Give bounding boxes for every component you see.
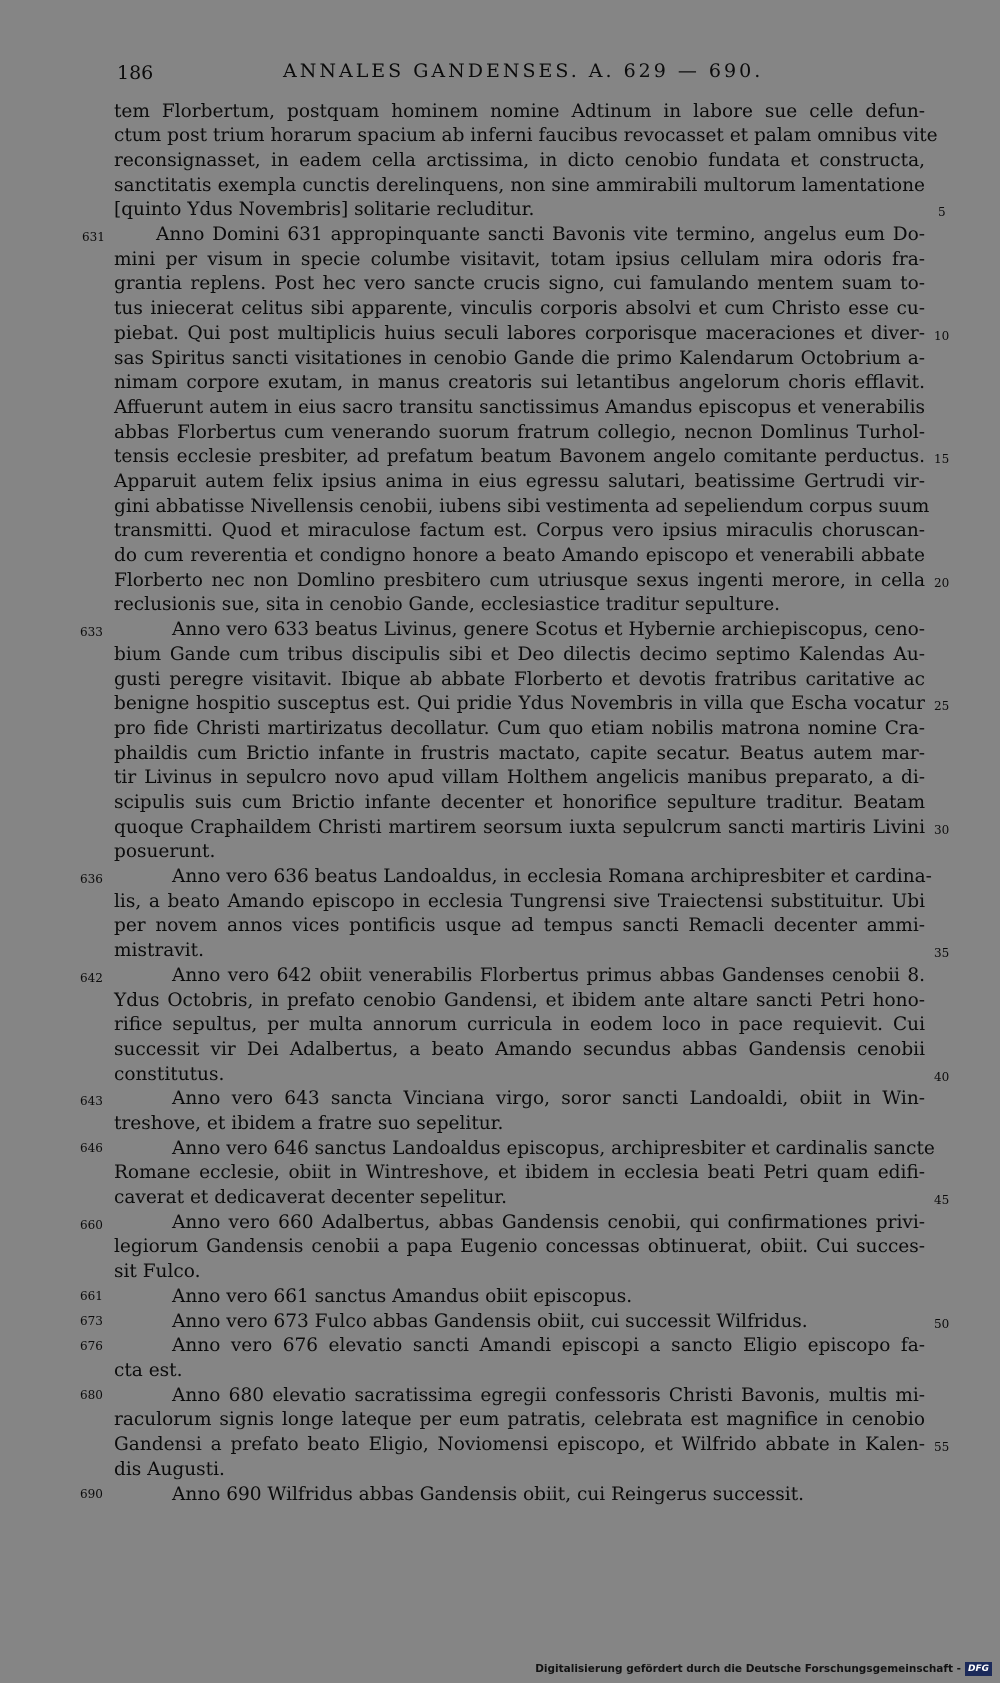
text-line: tir Livinus in sepulcro novo apud villam Holthem angelicis manibus preparato, a di-	[114, 767, 925, 788]
text-line: Anno vero 633 beatus Livinus, genere Scotus et Hybernie archiepiscopus, ceno-	[172, 619, 925, 640]
running-title: ANNALES GANDENSES. A. 629 — 690.	[283, 60, 764, 82]
text-line: successit vir Dei Adalbertus, a beato Amando secundus abbas Gandensis cenobii	[114, 1039, 925, 1060]
text-line: Anno vero 646 sanctus Landoaldus episcopus, archipresbiter et cardinalis sancte	[172, 1138, 935, 1159]
text-line: do cum reverentia et condigno honore a beato Amando episcopo et venerabili abbate	[114, 545, 925, 566]
text-line: constitutus.	[114, 1064, 225, 1085]
text-line: treshove, et ibidem a fratre suo sepelitur.	[114, 1113, 504, 1134]
line-number: 25	[934, 699, 950, 713]
dfg-logo-icon: DFG	[965, 1662, 992, 1676]
margin-year: 643	[80, 1094, 103, 1108]
text-line: mini per visum in specie columbe visitavit, totam ipsius cellulam mira odoris fra-	[114, 249, 925, 270]
text-line: Florberto nec non Domlino presbitero cum utriusque sexus ingenti merore, in cella	[114, 570, 925, 591]
text-line: bium Gande cum tribus discipulis sibi et Deo dilectis decimo septimo Kalendas Au-	[114, 644, 925, 665]
text-line: phaildis cum Brictio infante in frustris mactato, capite secatur. Beatus autem mar-	[114, 743, 925, 764]
text-line: Anno 690 Wilfridus abbas Gandensis obiit, cui Reingerus successit.	[172, 1484, 805, 1505]
line-number: 45	[934, 1193, 950, 1207]
text-line: [quinto Ydus Novembris] solitarie recluditur.	[114, 199, 535, 220]
text-line: Anno vero 676 elevatio sancti Amandi episcopi a sancto Eligio episcopo fa-	[172, 1335, 925, 1356]
text-line: Anno vero 636 beatus Landoaldus, in ecclesia Romana archipresbiter et cardina-	[172, 866, 932, 887]
text-line: transmitti. Quod et miraculose factum est. Corpus vero ipsius miraculis choruscan-	[114, 520, 925, 541]
text-line: legiorum Gandensis cenobii a papa Eugenio concessas obtinuerat, obiit. Cui succes-	[114, 1236, 925, 1257]
text-line: abbas Florbertus cum venerando suorum fratrum collegio, necnon Domlinus Turhol-	[114, 422, 925, 443]
text-line: scipulis suis cum Brictio infante decenter et honorifice sepulture traditur. Beatam	[114, 792, 925, 813]
text-line: pro fide Christi martirizatus decollatur. Cum quo etiam nobilis matrona nomine Cra-	[114, 718, 925, 739]
text-line: Anno Domini 631 appropinquante sancti Bavonis vite termino, angelus eum Do-	[156, 224, 925, 245]
text-line: quoque Craphaildem Christi martirem seorsum iuxta sepulcrum sancti martiris Livini	[114, 817, 925, 838]
text-line: grantia replens. Post hec vero sancte crucis signo, cui famulando mentem suam to-	[114, 273, 925, 294]
page-number: 186	[117, 62, 154, 84]
text-line: Anno vero 661 sanctus Amandus obiit episcopus.	[172, 1286, 633, 1307]
text-line: Anno vero 660 Adalbertus, abbas Gandensis cenobii, qui confirmationes privi-	[172, 1212, 925, 1233]
line-number: 10	[934, 329, 950, 343]
text-line: raculorum signis longe lateque per eum patratis, celebrata est magnifice in cenobio	[114, 1409, 925, 1430]
text-line: Apparuit autem felix ipsius anima in eius egressu salutari, beatissime Gertrudi vir-	[114, 471, 925, 492]
text-line: rifice sepultus, per multa annorum curricula in eodem loco in pace requievit. Cui	[114, 1014, 925, 1035]
text-line: gini abbatisse Nivellensis cenobii, iubens sibi vestimenta ad sepeliendum corpus suum	[114, 496, 930, 517]
text-line: Anno vero 643 sancta Vinciana virgo, soror sancti Landoaldi, obiit in Win-	[172, 1088, 925, 1109]
text-line: Romane ecclesie, obiit in Wintreshove, et ibidem in ecclesia beati Petri quam edifi-	[114, 1162, 925, 1183]
text-line: Anno 680 elevatio sacratissima egregii confessoris Christi Bavonis, multis mi-	[172, 1385, 925, 1406]
text-line: Anno vero 673 Fulco abbas Gandensis obiit, cui successit Wilfridus.	[172, 1311, 808, 1332]
text-line: tem Florbertum, postquam hominem nomine Adtinum in labore sue celle defun-	[114, 101, 925, 122]
text-line: mistravit.	[114, 940, 204, 961]
text-line: per novem annos vices pontificis usque ad tempus sancti Remacli decenter ammi-	[114, 915, 925, 936]
text-line: reclusionis sue, sita in cenobio Gande, ecclesiastice traditur sepulture.	[114, 594, 781, 615]
text-line: caverat et dedicaverat decenter sepelitur.	[114, 1187, 507, 1208]
line-number: 50	[934, 1317, 950, 1331]
line-number: 35	[934, 946, 950, 960]
digitization-credit	[535, 1661, 992, 1677]
text-line: cta est.	[114, 1360, 183, 1381]
line-number: 20	[934, 576, 950, 590]
text-line: sanctitatis exempla cunctis derelinquens, non sine ammirabili multorum lamentatione	[114, 175, 925, 196]
margin-year: 673	[80, 1314, 103, 1328]
margin-year: 642	[80, 971, 103, 985]
text-line: ctum post trium horarum spacium ab inferni faucibus revocasset et palam omnibus vite	[114, 125, 938, 146]
text-line: reconsignasset, in eadem cella arctissima, in dicto cenobio fundata et constructa,	[114, 150, 925, 171]
credit-text: Digitalisierung gefördert durch die Deutsche Forschungsgemeinschaft -	[535, 1663, 961, 1675]
line-number: 5	[938, 205, 946, 219]
text-line: piebat. Qui post multiplicis huius seculi labores corporisque maceraciones et diver-	[114, 323, 925, 344]
text-line: benigne hospitio susceptus est. Qui pridie Ydus Novembris in villa que Escha vocatur	[114, 693, 925, 714]
line-number: 55	[934, 1440, 950, 1454]
text-line: posuerunt.	[114, 841, 216, 862]
margin-year: 680	[80, 1388, 103, 1402]
text-line: gusti peregre visitavit. Ibique ab abbate Florberto et devotis fratribus caritative ac	[114, 669, 925, 690]
line-number: 30	[934, 823, 950, 837]
text-line: sas Spiritus sancti visitationes in cenobio Gande die primo Kalendarum Octobrium a-	[114, 348, 925, 369]
margin-year: 631	[82, 230, 105, 244]
text-line: sit Fulco.	[114, 1261, 201, 1282]
text-line: Gandensi a prefato beato Eligio, Noviomensi episcopo, et Wilfrido abbate in Kalen-	[114, 1434, 925, 1455]
text-line: Ydus Octobris, in prefato cenobio Gandensi, et ibidem ante altare sancti Petri hono-	[114, 990, 925, 1011]
text-line: tensis ecclesie presbiter, ad prefatum beatum Bavonem angelo comitante perductus.	[114, 446, 925, 467]
margin-year: 646	[80, 1141, 103, 1155]
text-line: Affuerunt autem in eius sacro transitu sanctissimus Amandus episcopus et venerabilis	[114, 397, 925, 418]
margin-year: 690	[80, 1487, 103, 1501]
margin-year: 636	[80, 872, 103, 886]
margin-year: 633	[80, 625, 103, 639]
margin-year: 661	[80, 1289, 103, 1303]
line-number: 40	[934, 1070, 950, 1084]
margin-year: 676	[80, 1339, 103, 1353]
text-line: Anno vero 642 obiit venerabilis Florbertus primus abbas Gandenses cenobii 8.	[172, 965, 925, 986]
margin-year: 660	[80, 1218, 103, 1232]
line-number: 15	[934, 452, 950, 466]
text-line: lis, a beato Amando episcopo in ecclesia Tungrensi sive Traiectensi substituitur. Ubi	[114, 891, 925, 912]
text-line: nimam corpore exutam, in manus creatoris sui letantibus angelorum choris efflavit.	[114, 372, 925, 393]
text-line: tus iniecerat celitus sibi apparente, vinculis corporis absolvi et cum Christo esse cu-	[114, 298, 925, 319]
text-line: dis Augusti.	[114, 1459, 225, 1480]
